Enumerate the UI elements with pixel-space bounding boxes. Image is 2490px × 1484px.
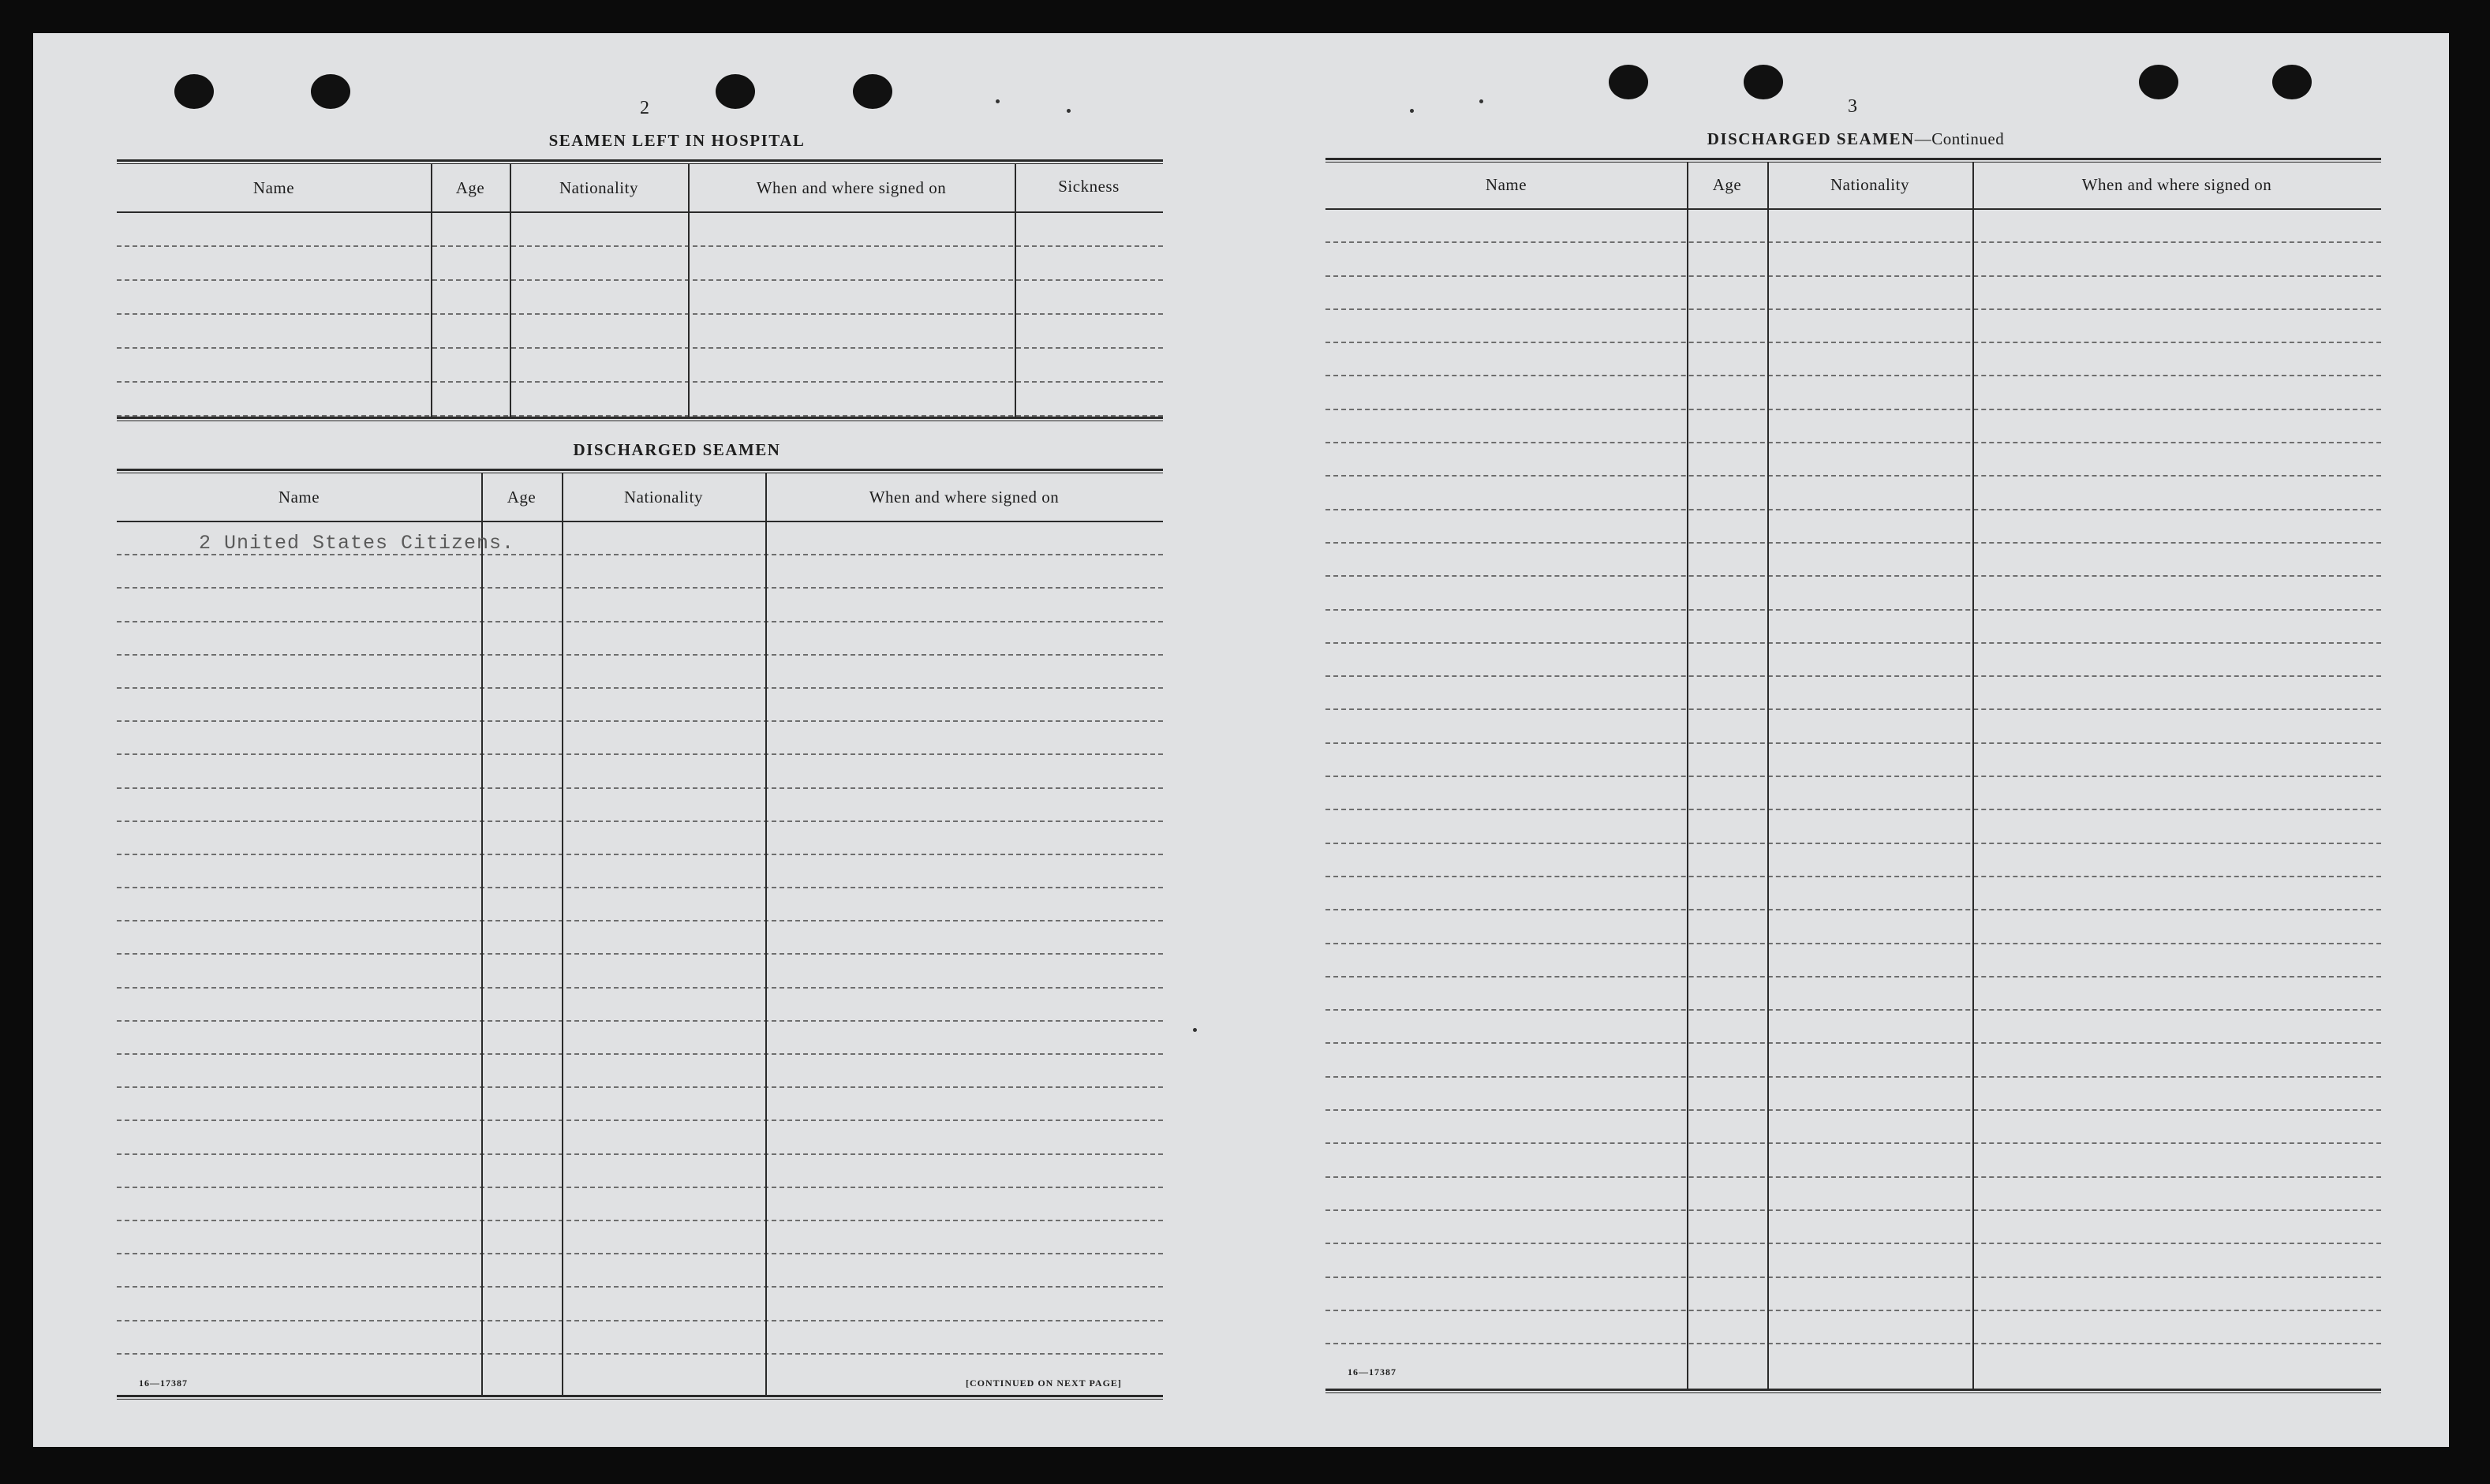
table-row <box>1325 710 2381 743</box>
table-top-rule <box>117 159 1163 164</box>
table-bottom-rule <box>117 417 1163 421</box>
hospital-title: SEAMEN LEFT IN HOSPITAL <box>548 131 806 150</box>
table-row <box>1325 1178 2381 1211</box>
table-row <box>117 789 1163 822</box>
table-row <box>1325 910 2381 944</box>
table-top-rule <box>1325 158 2381 163</box>
table-row <box>1325 310 2381 343</box>
column-header-nationality: Nationality <box>559 178 638 197</box>
table-row <box>1325 210 2381 243</box>
table-row <box>1325 944 2381 977</box>
table-row <box>1325 510 2381 544</box>
table-row <box>1325 1111 2381 1144</box>
punch-hole <box>2139 65 2178 99</box>
form-sheet <box>33 33 2449 1447</box>
column-divider <box>1972 163 1974 1390</box>
table-row <box>117 622 1163 656</box>
table-row <box>117 281 1163 315</box>
title-main: DISCHARGED SEAMEN <box>1707 129 1915 148</box>
typed-entry: 2 United States Citizens. <box>199 532 515 555</box>
table-row <box>117 888 1163 921</box>
table-row <box>1325 877 2381 910</box>
column-divider <box>1015 164 1016 418</box>
discharged-continued-title <box>1635 129 2077 149</box>
column-header-name: Name <box>278 488 320 507</box>
table-row <box>117 349 1163 383</box>
table-row <box>117 1221 1163 1254</box>
table-row <box>1325 410 2381 443</box>
table-row <box>117 656 1163 689</box>
column-header-signed-on: When and where signed on <box>869 488 1060 507</box>
paper-speck <box>996 99 1000 103</box>
table-row <box>117 989 1163 1022</box>
table-row <box>1325 243 2381 276</box>
table-row <box>1325 577 2381 610</box>
punch-hole <box>1609 65 1648 99</box>
page-number-right: 3 <box>1848 96 1857 117</box>
form-number-right: 16—17387 <box>1348 1366 1396 1377</box>
table-row <box>117 955 1163 988</box>
title-suffix: —Continued <box>1914 129 2005 148</box>
column-header-sickness: Sickness <box>1058 177 1120 196</box>
table-row <box>117 1188 1163 1221</box>
column-divider <box>1687 163 1688 1390</box>
table-row <box>117 1288 1163 1321</box>
table-row <box>117 1022 1163 1055</box>
table-row <box>117 1121 1163 1154</box>
table-row <box>1325 1244 2381 1277</box>
table-bottom-rule <box>117 1395 1163 1400</box>
column-header-signed-on: When and where signed on <box>2081 175 2272 194</box>
column-divider <box>431 164 432 418</box>
punch-hole <box>853 74 892 109</box>
column-divider <box>510 164 511 418</box>
table-row <box>1325 1144 2381 1177</box>
table-row <box>117 1088 1163 1121</box>
table-row <box>1325 343 2381 376</box>
table-row <box>1325 844 2381 877</box>
table-row <box>1325 1011 2381 1044</box>
table-row <box>1325 744 2381 777</box>
table-bottom-rule <box>1325 1389 2381 1393</box>
column-divider <box>562 473 563 1396</box>
column-header-name: Name <box>252 178 295 197</box>
table-row <box>1325 1311 2381 1344</box>
table-row <box>117 689 1163 722</box>
table-row <box>1325 677 2381 710</box>
table-row <box>1325 1211 2381 1244</box>
table-row <box>117 822 1163 855</box>
table-row <box>117 1254 1163 1288</box>
column-header-name: Name <box>1485 175 1527 194</box>
table-row <box>1325 1078 2381 1111</box>
table-row <box>1325 1278 2381 1311</box>
paper-speck <box>1410 109 1414 113</box>
table-row <box>117 1321 1163 1355</box>
table-row <box>117 1055 1163 1088</box>
table-row <box>1325 644 2381 677</box>
table-row <box>117 213 1163 247</box>
column-divider <box>765 473 767 1396</box>
table-row <box>117 383 1163 417</box>
column-header-age: Age <box>455 178 485 197</box>
punch-hole <box>174 74 214 109</box>
discharged-continued-table <box>1325 158 2381 1393</box>
hospital-table <box>117 159 1163 421</box>
table-row <box>1325 777 2381 810</box>
punch-hole <box>2272 65 2312 99</box>
continued-note: [CONTINUED ON NEXT PAGE] <box>966 1377 1122 1389</box>
punch-hole <box>311 74 350 109</box>
column-header-nationality: Nationality <box>1830 175 1909 194</box>
table-row <box>117 555 1163 589</box>
table-row <box>117 1155 1163 1188</box>
table-row <box>117 855 1163 888</box>
table-row <box>1325 443 2381 477</box>
table-row <box>1325 376 2381 409</box>
table-row <box>117 247 1163 281</box>
paper-speck <box>1067 109 1071 113</box>
table-row <box>1325 544 2381 577</box>
table-row <box>117 315 1163 349</box>
discharged-rows <box>117 522 1163 1355</box>
column-header-age: Age <box>1712 175 1742 194</box>
table-row <box>1325 1044 2381 1077</box>
continued-rows <box>1325 210 2381 1344</box>
column-header-age: Age <box>507 488 537 507</box>
hospital-rows <box>117 213 1163 417</box>
punch-hole <box>1744 65 1783 99</box>
table-row <box>1325 977 2381 1011</box>
column-divider <box>1767 163 1769 1390</box>
column-header-nationality: Nationality <box>624 488 703 507</box>
column-header-signed-on: When and where signed on <box>756 178 947 197</box>
column-divider <box>688 164 690 418</box>
table-row <box>1325 477 2381 510</box>
table-row <box>117 755 1163 788</box>
page-number-left: 2 <box>640 98 649 118</box>
form-number-left: 16—17387 <box>139 1377 188 1389</box>
table-row <box>117 722 1163 755</box>
table-row <box>117 589 1163 622</box>
table-row <box>117 921 1163 955</box>
punch-hole <box>716 74 755 109</box>
table-row <box>1325 611 2381 644</box>
table-row <box>1325 810 2381 843</box>
discharged-title: DISCHARGED SEAMEN <box>573 440 781 459</box>
paper-speck <box>1479 99 1483 103</box>
table-top-rule <box>117 469 1163 473</box>
column-divider <box>481 473 483 1396</box>
discharged-table <box>117 469 1163 1400</box>
paper-speck <box>1193 1028 1197 1032</box>
table-row <box>1325 277 2381 310</box>
